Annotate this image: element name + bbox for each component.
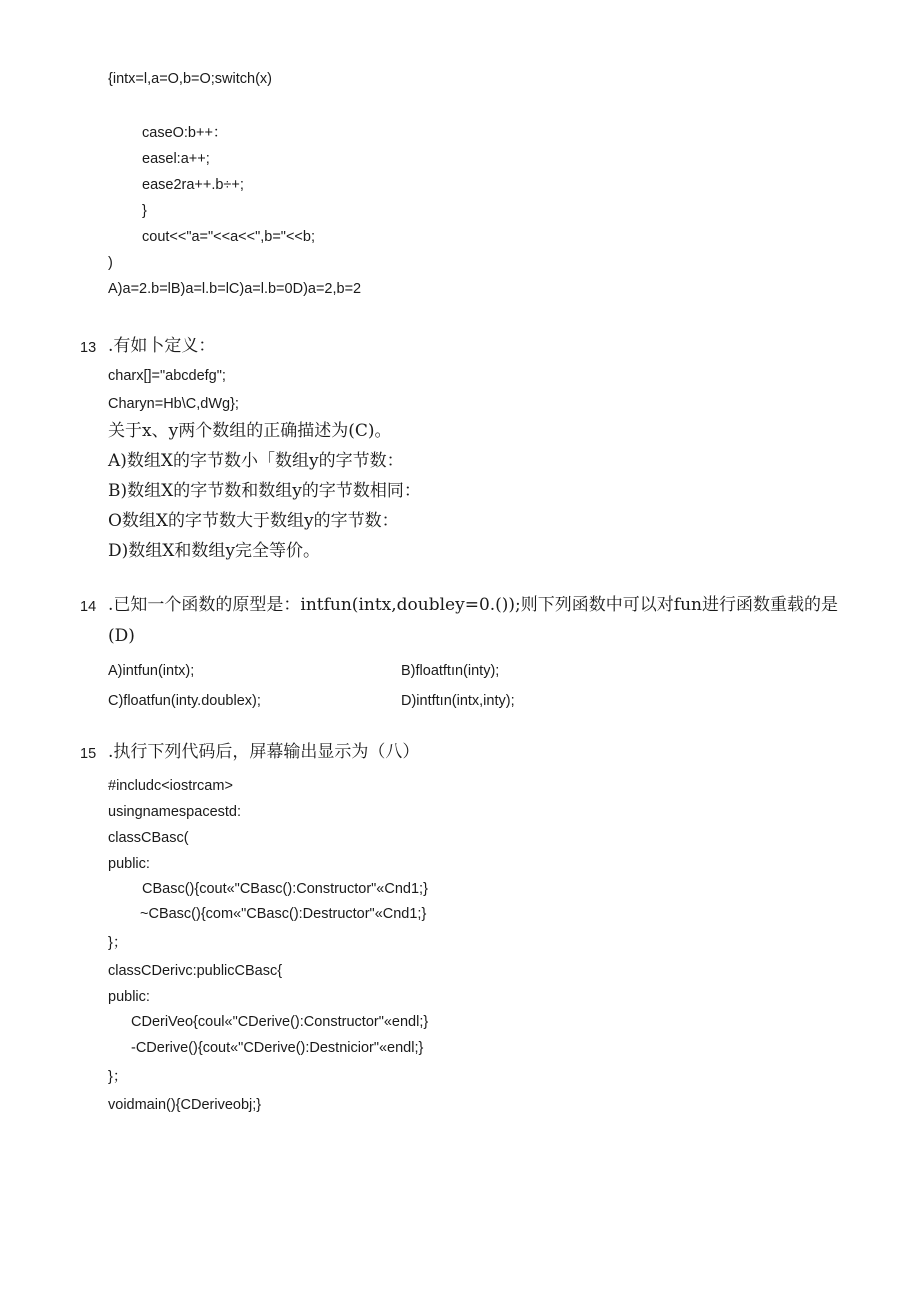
code-line: CDeriVeo{coul«"CDerive():Constructor"«endl;}	[131, 1014, 429, 1030]
option-d: D)数组X和数组y完全等价。	[108, 541, 320, 561]
code-line: cout<<"a="<<a<<",b="<<b;	[142, 229, 315, 245]
question-stem: .已知一个函数的原型是：intfun(intx,doubley=0.());则下列函数中可以对fun进行函数重载的是	[108, 595, 838, 615]
code-line: classCBasc(	[108, 830, 189, 846]
code-line: }；	[108, 1069, 128, 1085]
option-a: A)数组X的字节数小「数组y的字节数：	[108, 451, 404, 471]
code-line: easel:a++;	[142, 151, 210, 167]
code-line: Charyn=Hb\C,dWg};	[108, 396, 239, 412]
option-c: O数组X的字节数大于数组y的字节数：	[108, 511, 399, 531]
code-line: #includc<iostrcam>	[108, 778, 233, 794]
code-line: CBasc(){cout«"CBasc():Constructor"«Cnd1;}	[142, 881, 428, 897]
question-answer: (D)	[108, 626, 135, 646]
question-number: 15	[80, 746, 97, 762]
question-number: 13	[80, 340, 97, 356]
question-text: 关于x、y两个数组的正确描述为(C)。	[108, 421, 392, 441]
option-b: B)floatftın(inty);	[401, 663, 500, 679]
q12-options: A)a=2.b=lB)a=l.b=lC)a=l.b=0D)a=2,b=2	[108, 281, 362, 297]
code-line: {intx=l,a=O,b=O;switch(x)	[108, 71, 272, 87]
code-line: caseO:b++：	[142, 125, 228, 141]
question-stem: .执行下列代码后，屏幕输出显示为（八）	[108, 742, 420, 762]
code-line: public:	[108, 989, 150, 1005]
code-line: -CDerive(){cout«"CDerive():Destnicior"«endl;}	[131, 1040, 424, 1056]
code-line: }；	[108, 935, 128, 951]
code-line: ~CBasc(){com«"CBasc():Destructor"«Cnd1;}	[140, 906, 427, 922]
question-stem: .有如卜定义：	[108, 336, 216, 356]
code-line: public:	[108, 856, 150, 872]
code-line: charx[]="abcdefg";	[108, 368, 226, 384]
option-d: D)intftın(intx,inty);	[401, 693, 515, 709]
question-number: 14	[80, 599, 97, 615]
option-a: A)intfun(intx);	[108, 663, 195, 679]
code-line: usingnamespacestd:	[108, 804, 241, 820]
code-line: voidmain(){CDeriveobj;}	[108, 1097, 262, 1113]
option-c: C)floatfun(inty.doublex);	[108, 693, 261, 709]
code-line: }	[142, 203, 147, 219]
option-b: B)数组X的字节数和数组y的字节数相同：	[108, 481, 421, 501]
code-line: ease2ra++.b÷+;	[142, 177, 244, 193]
code-line: classCDerivc:publicCBasc{	[108, 963, 283, 979]
code-line: )	[108, 255, 113, 271]
